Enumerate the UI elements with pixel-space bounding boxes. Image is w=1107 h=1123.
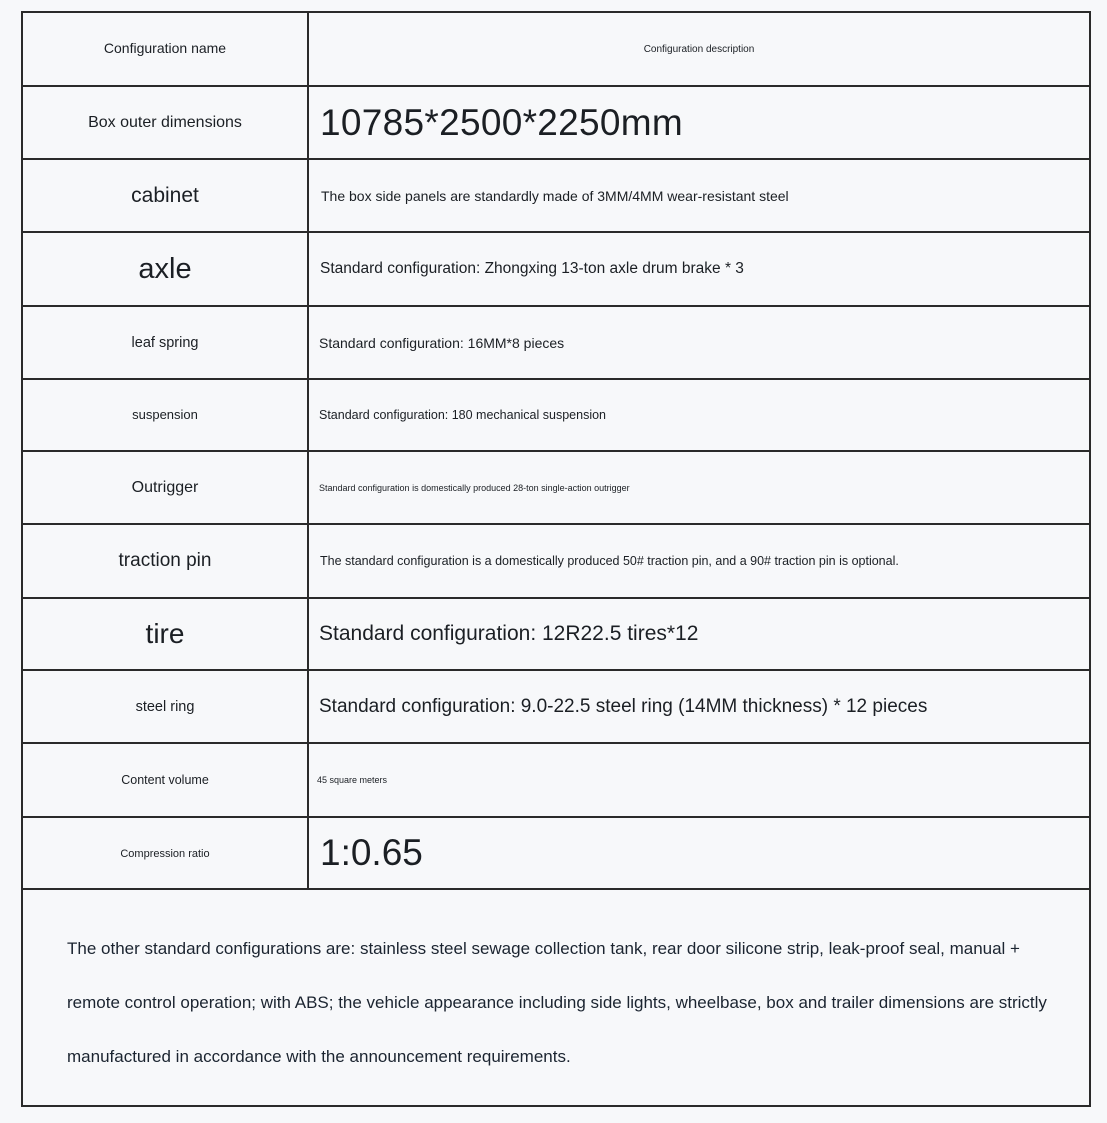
description-cell xyxy=(308,232,1089,306)
name-cell xyxy=(23,379,308,451)
description-cell xyxy=(308,451,1089,524)
column-header-name: Configuration name xyxy=(103,40,227,56)
config-name: traction pin xyxy=(118,550,212,571)
table-row xyxy=(23,232,1089,306)
configuration-table xyxy=(23,13,1089,890)
table-row xyxy=(23,86,1089,159)
config-name: Compression ratio xyxy=(120,848,210,860)
name-cell xyxy=(23,232,308,306)
description-cell xyxy=(308,86,1089,159)
description-cell xyxy=(308,598,1089,670)
name-cell xyxy=(23,524,308,598)
other-configurations-note: The other standard configurations are: stainless steel sewage collection tank, rear door silicone strip, leak-proof seal, manual + remote control operation; with ABS; the vehicle appearance including side lights, wheelbase, box and trailer dimensions are strictly manufactured in accordance with the announcement requirements. xyxy=(67,939,1047,1066)
config-description: 1:0.65 xyxy=(320,832,423,873)
description-cell xyxy=(308,817,1089,889)
config-name: Outrigger xyxy=(131,478,199,496)
name-cell xyxy=(23,598,308,670)
config-name: tire xyxy=(145,618,185,649)
table-row xyxy=(23,524,1089,598)
config-name: Content volume xyxy=(121,773,209,787)
config-description: Standard configuration: 12R22.5 tires*12 xyxy=(319,622,699,645)
name-cell xyxy=(23,817,308,889)
description-cell xyxy=(308,743,1089,817)
config-name: axle xyxy=(138,252,192,285)
table-row xyxy=(23,306,1089,379)
name-cell xyxy=(23,670,308,743)
config-description: 10785*2500*2250mm xyxy=(320,101,684,143)
description-cell xyxy=(308,379,1089,451)
column-header-description: Configuration description xyxy=(643,43,755,55)
name-cell xyxy=(23,451,308,524)
config-description: Standard configuration: 180 mechanical suspension xyxy=(319,408,606,422)
description-cell xyxy=(308,670,1089,743)
table-row xyxy=(23,817,1089,889)
config-name: steel ring xyxy=(135,698,195,715)
description-cell xyxy=(308,524,1089,598)
config-name: cabinet xyxy=(131,183,199,207)
description-cell xyxy=(308,306,1089,379)
table-header-row xyxy=(23,13,1089,86)
config-description: Standard configuration: 16MM*8 pieces xyxy=(319,334,565,351)
config-description: The standard configuration is a domestically produced 50# traction pin, and a 90# traction pin is optional. xyxy=(320,554,899,568)
config-description: Standard configuration is domestically produced 28-ton single-action outrigger xyxy=(319,482,630,493)
config-name: leaf spring xyxy=(131,334,199,351)
table-row xyxy=(23,598,1089,670)
name-cell xyxy=(23,743,308,817)
name-cell xyxy=(23,159,308,232)
header-cell-description xyxy=(308,13,1089,86)
config-description: 45 square meters xyxy=(317,775,388,785)
table-row xyxy=(23,670,1089,743)
config-description: Standard configuration: 9.0-22.5 steel ring (14MM thickness) * 12 pieces xyxy=(319,695,928,717)
table-row xyxy=(23,451,1089,524)
config-name: suspension xyxy=(132,407,198,422)
header-cell-name xyxy=(23,13,308,86)
table-row xyxy=(23,159,1089,232)
table-row xyxy=(23,379,1089,451)
table-row xyxy=(23,743,1089,817)
config-name: Box outer dimensions xyxy=(88,113,242,131)
name-cell xyxy=(23,306,308,379)
spec-sheet xyxy=(21,11,1091,1107)
config-description: Standard configuration: Zhongxing 13-ton axle drum brake * 3 xyxy=(320,260,744,277)
description-cell xyxy=(308,159,1089,232)
config-description: The box side panels are standardly made of 3MM/4MM wear-resistant steel xyxy=(321,187,789,204)
name-cell xyxy=(23,86,308,159)
